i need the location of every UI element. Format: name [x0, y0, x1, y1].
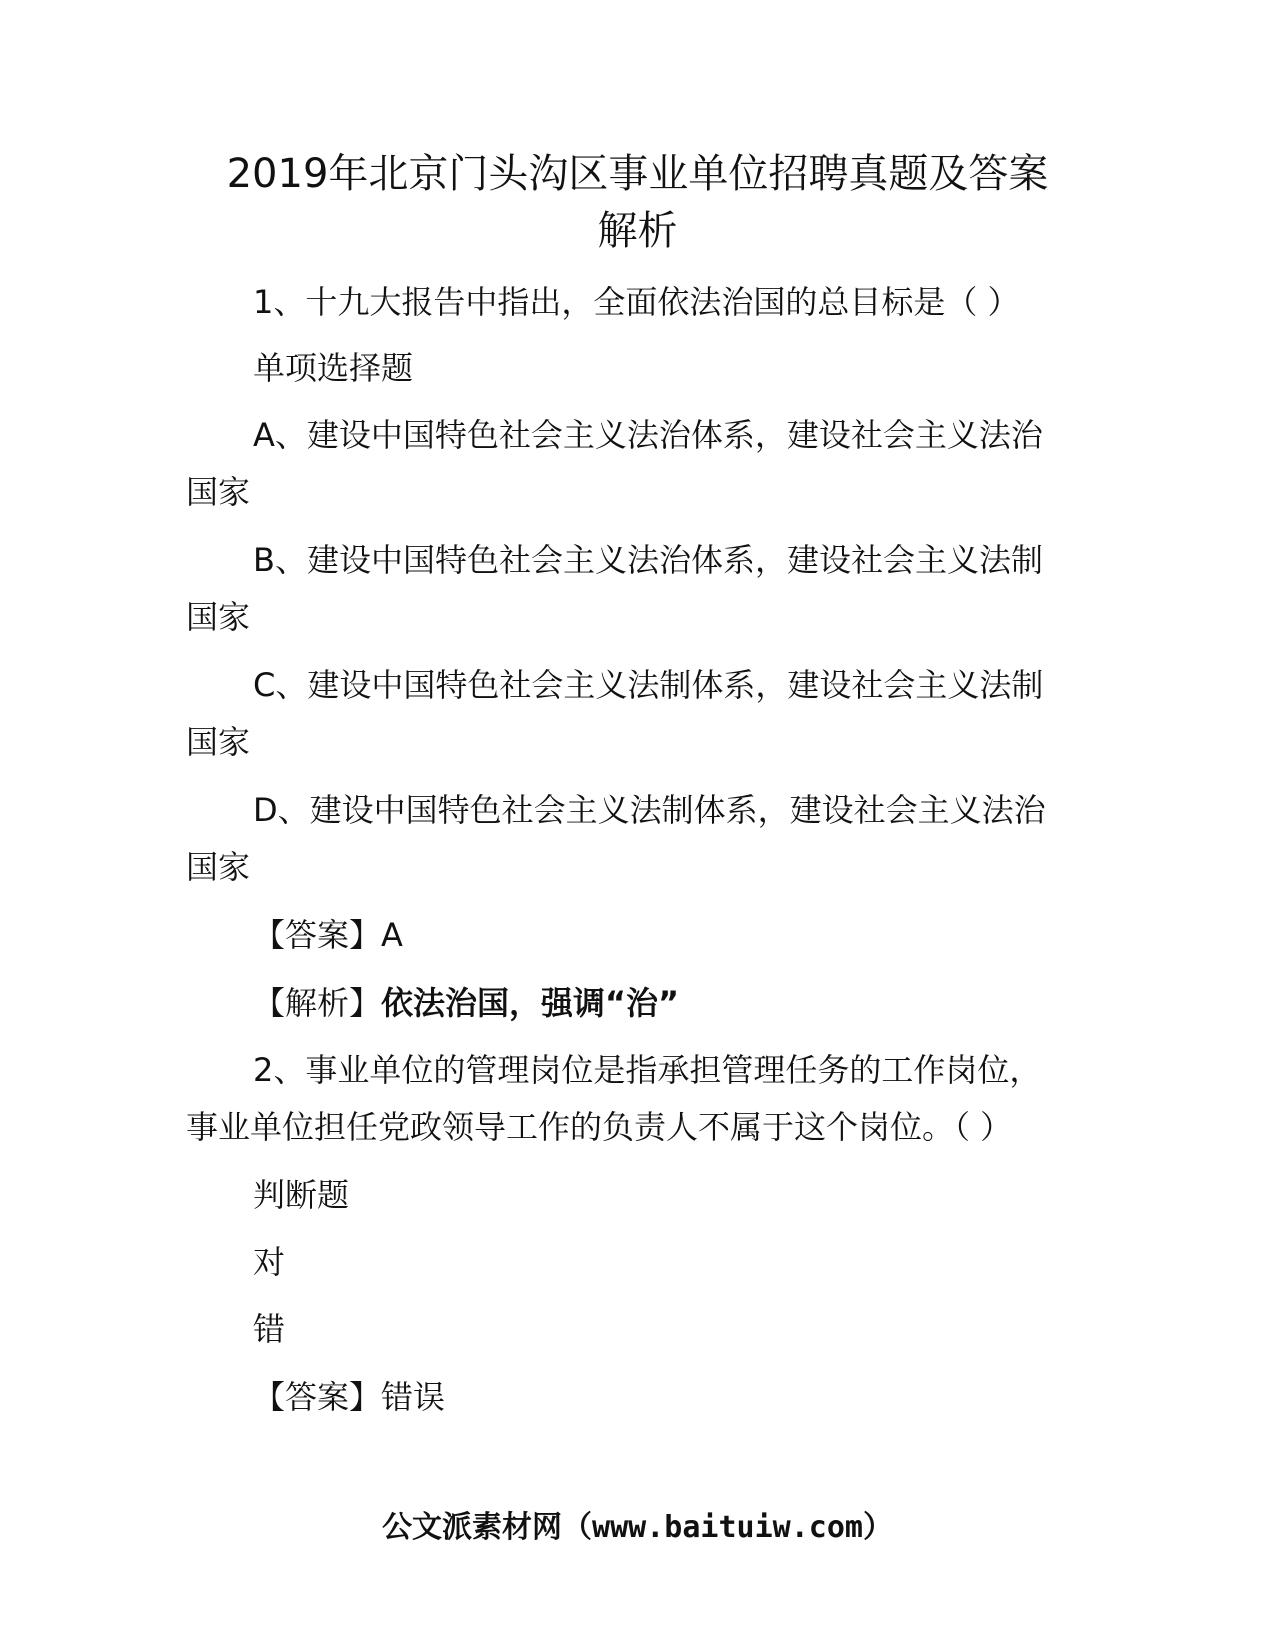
question-2-choice-false: 错	[253, 1310, 286, 1348]
answer-value: 错误	[381, 1378, 446, 1416]
answer-label: 【答案】	[253, 916, 382, 954]
question-1-answer	[253, 915, 403, 955]
question-1-option-c-cont: 国家	[186, 723, 251, 761]
question-2-type: 判断题	[253, 1176, 350, 1214]
question-1-analysis	[253, 983, 679, 1023]
question-1-option-a-cont: 国家	[186, 473, 251, 511]
question-2-stem-cont: 事业单位担任党政领导工作的负责人不属于这个岗位。（ ）	[186, 1108, 1013, 1146]
question-2-answer	[253, 1377, 445, 1417]
answer-label: 【答案】	[253, 1378, 382, 1416]
footer-url: www.baituiw.com	[592, 1510, 863, 1545]
question-1-option-a: A、建设中国特色社会主义法治体系，建设社会主义法治	[253, 416, 1043, 454]
question-1-option-c: C、建设中国特色社会主义法制体系，建设社会主义法制	[253, 666, 1044, 704]
answer-value: A	[381, 916, 403, 954]
question-2-stem: 2、事业单位的管理岗位是指承担管理任务的工作岗位，	[253, 1051, 1042, 1089]
question-1-option-d-cont: 国家	[186, 848, 251, 886]
footer-site-name: 公文派素材网	[382, 1510, 563, 1545]
analysis-text: 依法治国，强调“治”	[381, 984, 680, 1022]
page-footer	[0, 1508, 1275, 1548]
question-1-type: 单项选择题	[253, 349, 414, 387]
document-title-line2: 解析	[597, 208, 678, 254]
analysis-label: 【解析】	[253, 984, 382, 1022]
question-1-stem: 1、十九大报告中指出，全面依法治国的总目标是（ ）	[253, 283, 1020, 321]
footer-close-paren: ）	[862, 1510, 893, 1545]
question-2-choice-true: 对	[253, 1243, 286, 1281]
question-1-option-b: B、建设中国特色社会主义法治体系，建设社会主义法制	[253, 541, 1043, 579]
document-title-line1: 2019年北京门头沟区事业单位招聘真题及答案	[226, 151, 1049, 197]
question-1-option-b-cont: 国家	[186, 598, 251, 636]
footer-open-paren: （	[562, 1510, 593, 1545]
question-1-option-d: D、建设中国特色社会主义法制体系，建设社会主义法治	[253, 791, 1046, 829]
